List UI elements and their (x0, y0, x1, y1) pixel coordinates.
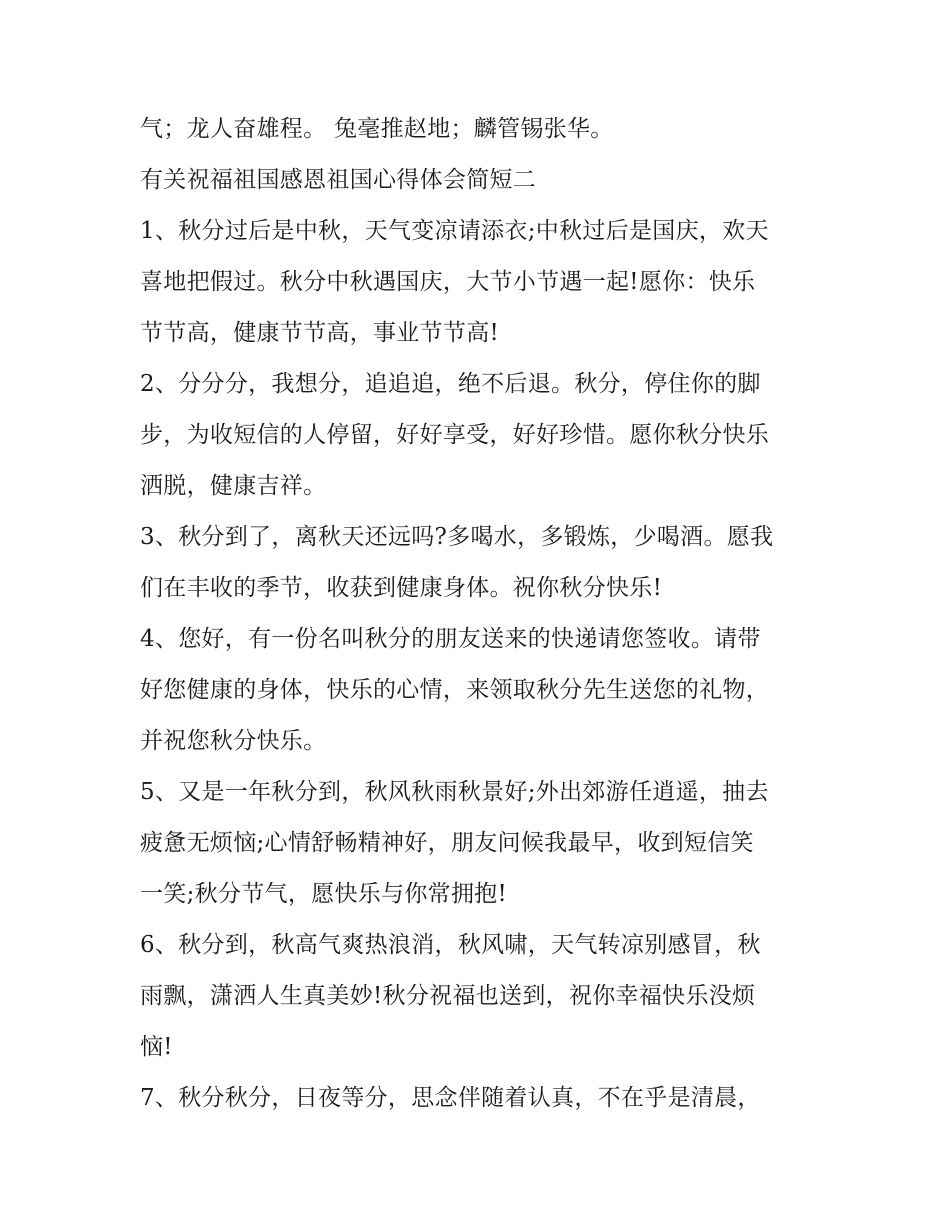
text-line: 3、秋分到了，离秋天还远吗?多喝水，多锻炼，少喝酒。愿我 (140, 524, 774, 550)
text-line: 6、秋分到，秋高气爽热浪消，秋风啸，天气转凉别感冒，秋 (140, 932, 761, 958)
text-line: 洒脱，健康吉祥。 (140, 473, 327, 499)
text-line: 一笑;秋分节气，愿快乐与你常拥抱! (140, 881, 508, 907)
text-line: 好您健康的身体，快乐的心情，来领取秋分先生送您的礼物， (140, 677, 770, 703)
text-line: 2、分分分，我想分，追追追，绝不后退。秋分，停住你的脚 (140, 371, 761, 397)
text-line: 气；龙人奋雄程。 兔毫推赵地；麟管锡张华。 (140, 116, 614, 142)
text-line: 7、秋分秋分，日夜等分，思念伴随着认真，不在乎是清晨， (140, 1085, 761, 1111)
text-line: 1、秋分过后是中秋，天气变凉请添衣;中秋过后是国庆，欢天 (140, 218, 769, 244)
text-line: 恼! (140, 1034, 173, 1060)
section-heading: 有关祝福祖国感恩祖国心得体会简短二 (140, 167, 537, 193)
text-line: 雨飘，潇洒人生真美妙!秋分祝福也送到，祝你幸福快乐没烦 (140, 983, 756, 1009)
text-line: 5、又是一年秋分到，秋风秋雨秋景好;外出郊游任逍遥，抽去 (140, 779, 769, 805)
text-line: 疲惫无烦恼;心情舒畅精神好，朋友问候我最早，收到短信笑 (140, 830, 754, 856)
text-line: 节节高，健康节节高，事业节节高! (140, 320, 500, 346)
text-line: 步，为收短信的人停留，好好享受，好好珍惜。愿你秋分快乐 (140, 422, 770, 448)
text-line: 喜地把假过。秋分中秋遇国庆，大节小节遇一起!愿你：快乐 (140, 269, 756, 295)
text-line: 4、您好，有一份名叫秋分的朋友送来的快递请您签收。请带 (140, 626, 761, 652)
text-line: 并祝您秋分快乐。 (140, 728, 327, 754)
text-line: 们在丰收的季节，收获到健康身体。祝你秋分快乐! (140, 575, 663, 601)
